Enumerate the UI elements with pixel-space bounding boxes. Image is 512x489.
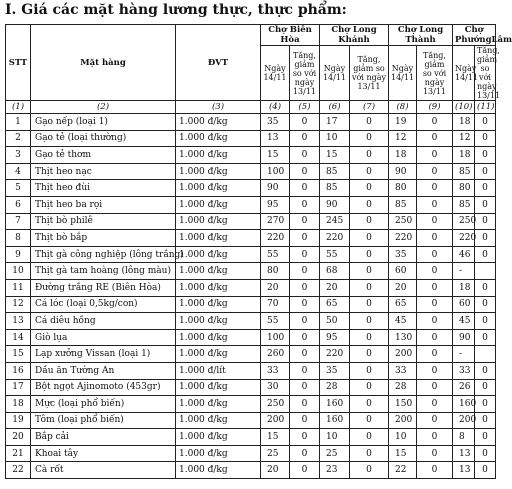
cell-bh: 270: [261, 213, 290, 230]
cell-lt-c: 0: [417, 296, 453, 313]
cell-lt: 200: [389, 346, 417, 363]
cell-item: Cá diêu hồng: [31, 313, 176, 330]
cell-bh-c: 0: [290, 114, 320, 131]
cell-item: Cá lóc (loại 0,5kg/con): [31, 296, 176, 313]
table-row: [6, 147, 496, 164]
cell-bh-c: 0: [290, 263, 320, 280]
column-number: (2): [31, 101, 176, 114]
price-table: [5, 24, 512, 479]
cell-item: Thịt heo đùi: [31, 180, 176, 197]
cell-stt: 5: [6, 180, 31, 197]
cell-stt: 10: [6, 263, 31, 280]
cell-pl: 13: [453, 445, 475, 462]
cell-unit: 1.000 đ/kg: [176, 130, 261, 147]
table-row: [6, 279, 496, 296]
cell-pl: 45: [453, 313, 475, 330]
header-change: Tăng, giảm so với ngày 13/11: [350, 46, 389, 101]
cell-bh-c: 0: [290, 396, 320, 413]
table-row: [6, 230, 496, 247]
cell-bh-c: 0: [290, 362, 320, 379]
cell-bh: 25: [261, 445, 290, 462]
cell-pl-c: [475, 263, 496, 280]
cell-lt: 33: [389, 362, 417, 379]
header-unit: ĐVT: [176, 25, 261, 101]
column-number: (8): [389, 101, 417, 114]
cell-pl-c: 0: [475, 412, 496, 429]
cell-stt: 14: [6, 329, 31, 346]
cell-pl: 85: [453, 196, 475, 213]
header-market-bien-hoa: Chợ Biên Hòa: [261, 25, 320, 46]
cell-pl-c: 0: [475, 196, 496, 213]
cell-lt-c: 0: [417, 445, 453, 462]
cell-pl-c: 0: [475, 296, 496, 313]
cell-bh-c: 0: [290, 130, 320, 147]
cell-unit: 1.000 đ/kg: [176, 246, 261, 263]
cell-bh: 15: [261, 147, 290, 164]
cell-lt-c: 0: [417, 130, 453, 147]
cell-bh-c: 0: [290, 313, 320, 330]
header-market-long-thanh: Chợ Long Thành: [389, 25, 453, 46]
cell-lk-c: 0: [350, 246, 389, 263]
cell-pl: 220: [453, 230, 475, 247]
table-row: [6, 313, 496, 330]
cell-lt: 19: [389, 114, 417, 131]
cell-pl-c: 0: [475, 379, 496, 396]
cell-bh: 35: [261, 114, 290, 131]
table-row: [6, 213, 496, 230]
cell-lk-c: 0: [350, 379, 389, 396]
cell-stt: 15: [6, 346, 31, 363]
cell-lt: 65: [389, 296, 417, 313]
cell-stt: 4: [6, 163, 31, 180]
cell-unit: 1.000 đ/kg: [176, 296, 261, 313]
cell-bh: 90: [261, 180, 290, 197]
table-row: [6, 130, 496, 147]
cell-item: Tôm (loại phổ biến): [31, 412, 176, 429]
table-row: [6, 114, 496, 131]
cell-lk: 85: [320, 180, 350, 197]
cell-pl: 8: [453, 429, 475, 446]
cell-bh: 55: [261, 246, 290, 263]
header-item: Mặt hàng: [31, 25, 176, 101]
cell-pl: 18: [453, 114, 475, 131]
cell-unit: 1.000 đ/kg: [176, 429, 261, 446]
column-number: (9): [417, 101, 453, 114]
cell-bh-c: 0: [290, 163, 320, 180]
cell-bh-c: 0: [290, 412, 320, 429]
cell-pl: 60: [453, 296, 475, 313]
cell-item: Dầu ăn Tường An: [31, 362, 176, 379]
cell-lt: 35: [389, 246, 417, 263]
cell-pl: 18: [453, 279, 475, 296]
cell-stt: 8: [6, 230, 31, 247]
cell-lk-c: 0: [350, 445, 389, 462]
cell-lk-c: 0: [350, 462, 389, 479]
header-market-long-khanh: Chợ Long Khánh: [320, 25, 389, 46]
cell-lk-c: 0: [350, 180, 389, 197]
cell-lt: 22: [389, 462, 417, 479]
cell-lk: 220: [320, 230, 350, 247]
cell-lt: 20: [389, 279, 417, 296]
cell-lt: 130: [389, 329, 417, 346]
cell-pl: 160: [453, 396, 475, 413]
table-row: [6, 379, 496, 396]
cell-lt-c: 0: [417, 329, 453, 346]
cell-lk: 23: [320, 462, 350, 479]
cell-lk-c: 0: [350, 213, 389, 230]
cell-lt-c: 0: [417, 346, 453, 363]
cell-unit: 1.000 đ/kg: [176, 445, 261, 462]
cell-stt: 13: [6, 313, 31, 330]
header-date: Ngày 14/11: [320, 46, 350, 101]
cell-pl-c: 0: [475, 230, 496, 247]
cell-unit: 1.000 đ/kg: [176, 196, 261, 213]
cell-bh-c: 0: [290, 196, 320, 213]
table-row: [6, 296, 496, 313]
cell-lk: 245: [320, 213, 350, 230]
cell-unit: 1.000 đ/kg: [176, 263, 261, 280]
cell-item: Thịt heo nạc: [31, 163, 176, 180]
cell-lt: 18: [389, 147, 417, 164]
cell-lt: 250: [389, 213, 417, 230]
table-row: [6, 329, 496, 346]
cell-stt: 18: [6, 396, 31, 413]
cell-bh: 15: [261, 429, 290, 446]
cell-item: Bắp cải: [31, 429, 176, 446]
cell-pl: 200: [453, 412, 475, 429]
cell-lk-c: 0: [350, 114, 389, 131]
cell-unit: 1.000 đ/kg: [176, 180, 261, 197]
cell-lk: 220: [320, 346, 350, 363]
cell-lk: 25: [320, 445, 350, 462]
column-number: (10): [453, 101, 475, 114]
cell-item: Lạp xưởng Vissan (loại 1): [31, 346, 176, 363]
header-date: Ngày 14/11: [389, 46, 417, 101]
cell-lk-c: 0: [350, 130, 389, 147]
table-row: [6, 396, 496, 413]
cell-pl-c: 0: [475, 329, 496, 346]
cell-stt: 12: [6, 296, 31, 313]
cell-pl: 33: [453, 362, 475, 379]
cell-lt-c: 0: [417, 263, 453, 280]
header-market-phuong-lam: Chợ PhướngLâm: [453, 25, 496, 46]
column-number: (5): [290, 101, 320, 114]
cell-unit: 1.000 đ/kg: [176, 396, 261, 413]
table-row: [6, 445, 496, 462]
cell-lt: 60: [389, 263, 417, 280]
column-number: (11): [475, 101, 496, 114]
cell-pl: 250: [453, 213, 475, 230]
cell-pl-c: 0: [475, 180, 496, 197]
cell-lk-c: 0: [350, 429, 389, 446]
cell-bh: 55: [261, 313, 290, 330]
cell-bh-c: 0: [290, 279, 320, 296]
cell-bh: 20: [261, 462, 290, 479]
cell-pl-c: 0: [475, 130, 496, 147]
cell-item: Mực (loại phổ biến): [31, 396, 176, 413]
cell-lk-c: 0: [350, 230, 389, 247]
table-row: [6, 196, 496, 213]
cell-pl-c: 0: [475, 462, 496, 479]
cell-lt-c: 0: [417, 196, 453, 213]
cell-bh-c: 0: [290, 462, 320, 479]
cell-pl-c: 0: [475, 147, 496, 164]
table-row: [6, 362, 496, 379]
cell-stt: 9: [6, 246, 31, 263]
column-number: (4): [261, 101, 290, 114]
cell-lt: 15: [389, 445, 417, 462]
cell-item: Thịt gà tam hoàng (lông màu): [31, 263, 176, 280]
cell-lk: 10: [320, 130, 350, 147]
cell-bh: 30: [261, 379, 290, 396]
cell-lt-c: 0: [417, 313, 453, 330]
cell-bh: 220: [261, 230, 290, 247]
cell-item: Gạo tẻ (loại thường): [31, 130, 176, 147]
cell-unit: 1.000 đ/kg: [176, 147, 261, 164]
cell-pl: 46: [453, 246, 475, 263]
cell-pl: 90: [453, 329, 475, 346]
header-date: Ngày 14/11: [261, 46, 290, 101]
cell-pl-c: 0: [475, 445, 496, 462]
cell-lt: 220: [389, 230, 417, 247]
cell-unit: 1.000 đ/lít: [176, 362, 261, 379]
cell-lk: 160: [320, 396, 350, 413]
header-change: Tăng, giảm so với ngày 13/11: [475, 46, 496, 101]
cell-item: Cà rốt: [31, 462, 176, 479]
cell-lk-c: 0: [350, 313, 389, 330]
cell-lt: 85: [389, 196, 417, 213]
cell-bh-c: 0: [290, 445, 320, 462]
cell-lk-c: 0: [350, 412, 389, 429]
cell-unit: 1.000 đ/kg: [176, 230, 261, 247]
cell-unit: 1.000 đ/kg: [176, 213, 261, 230]
header-change: Tăng, giảm so với ngày 13/11: [417, 46, 453, 101]
cell-stt: 20: [6, 429, 31, 446]
cell-lk: 17: [320, 114, 350, 131]
cell-lk: 90: [320, 196, 350, 213]
cell-stt: 17: [6, 379, 31, 396]
table-row: [6, 429, 496, 446]
cell-stt: 21: [6, 445, 31, 462]
table-row: [6, 180, 496, 197]
cell-pl: 85: [453, 163, 475, 180]
cell-lt-c: 0: [417, 379, 453, 396]
cell-lt-c: 0: [417, 429, 453, 446]
cell-pl: 80: [453, 180, 475, 197]
cell-unit: 1.000 đ/kg: [176, 163, 261, 180]
cell-lk-c: 0: [350, 147, 389, 164]
cell-item: Đường trắng RE (Biên Hòa): [31, 279, 176, 296]
cell-lt: 90: [389, 163, 417, 180]
cell-lk-c: 0: [350, 346, 389, 363]
cell-stt: 16: [6, 362, 31, 379]
cell-stt: 19: [6, 412, 31, 429]
cell-bh: 70: [261, 296, 290, 313]
column-number: (6): [320, 101, 350, 114]
cell-item: Bột ngọt Ajinomoto (453gr): [31, 379, 176, 396]
cell-unit: 1.000 đ/kg: [176, 313, 261, 330]
cell-lk: 55: [320, 246, 350, 263]
cell-pl-c: 0: [475, 279, 496, 296]
cell-lt-c: 0: [417, 147, 453, 164]
column-number: (1): [6, 101, 31, 114]
cell-bh: 95: [261, 196, 290, 213]
cell-bh-c: 0: [290, 180, 320, 197]
cell-unit: 1.000 đ/kg: [176, 114, 261, 131]
cell-bh: 20: [261, 279, 290, 296]
cell-lt: 45: [389, 313, 417, 330]
cell-stt: 11: [6, 279, 31, 296]
cell-lt-c: 0: [417, 114, 453, 131]
page-title: I. Giá các mặt hàng lương thực, thực phẩm:: [5, 2, 347, 18]
cell-unit: 1.000 đ/kg: [176, 329, 261, 346]
column-number: (7): [350, 101, 389, 114]
header-stt: STT: [6, 25, 31, 101]
cell-lt: 150: [389, 396, 417, 413]
cell-item: Gạo tẻ thơm: [31, 147, 176, 164]
cell-pl-c: 0: [475, 362, 496, 379]
table-row: [6, 263, 496, 280]
cell-stt: 7: [6, 213, 31, 230]
cell-unit: 1.000 đ/kg: [176, 346, 261, 363]
table-row: [6, 163, 496, 180]
cell-stt: 6: [6, 196, 31, 213]
cell-lk: 160: [320, 412, 350, 429]
cell-lt-c: 0: [417, 396, 453, 413]
cell-pl: -: [453, 263, 475, 280]
cell-bh-c: 0: [290, 147, 320, 164]
cell-lk-c: 0: [350, 329, 389, 346]
cell-lk-c: 0: [350, 279, 389, 296]
cell-item: Gạo nếp (loại 1): [31, 114, 176, 131]
cell-bh: 250: [261, 396, 290, 413]
cell-item: Thịt heo ba rọi: [31, 196, 176, 213]
cell-item: Khoai tây: [31, 445, 176, 462]
cell-item: Thịt bò philê: [31, 213, 176, 230]
cell-bh: 13: [261, 130, 290, 147]
cell-unit: 1.000 đ/kg: [176, 279, 261, 296]
cell-pl-c: 0: [475, 246, 496, 263]
cell-lt-c: 0: [417, 163, 453, 180]
cell-pl-c: 0: [475, 114, 496, 131]
cell-lt-c: 0: [417, 462, 453, 479]
cell-pl: 13: [453, 462, 475, 479]
cell-bh-c: 0: [290, 230, 320, 247]
table-row: [6, 462, 496, 479]
cell-bh: 260: [261, 346, 290, 363]
cell-bh-c: 0: [290, 429, 320, 446]
cell-lk: 10: [320, 429, 350, 446]
cell-lk: 35: [320, 362, 350, 379]
table-row: [6, 346, 496, 363]
cell-stt: 22: [6, 462, 31, 479]
cell-lt: 28: [389, 379, 417, 396]
cell-lt-c: 0: [417, 246, 453, 263]
cell-lt-c: 0: [417, 180, 453, 197]
cell-item: Thịt gà công nghiệp (lông trắng): [31, 246, 176, 263]
column-number: (3): [176, 101, 261, 114]
cell-lk-c: 0: [350, 296, 389, 313]
cell-bh: 200: [261, 412, 290, 429]
cell-bh: 33: [261, 362, 290, 379]
table-row: [6, 412, 496, 429]
cell-pl-c: 0: [475, 396, 496, 413]
table-row: [6, 246, 496, 263]
cell-item: Thịt bò bắp: [31, 230, 176, 247]
cell-pl: 12: [453, 130, 475, 147]
cell-bh-c: 0: [290, 213, 320, 230]
cell-bh: 100: [261, 329, 290, 346]
cell-lk: 65: [320, 296, 350, 313]
cell-pl: 26: [453, 379, 475, 396]
cell-pl-c: 0: [475, 213, 496, 230]
cell-lk-c: 0: [350, 163, 389, 180]
cell-stt: 3: [6, 147, 31, 164]
cell-pl-c: [475, 346, 496, 363]
cell-stt: 1: [6, 114, 31, 131]
cell-lt-c: 0: [417, 362, 453, 379]
cell-lk: 20: [320, 279, 350, 296]
cell-lt-c: 0: [417, 279, 453, 296]
cell-lt: 10: [389, 429, 417, 446]
cell-bh-c: 0: [290, 329, 320, 346]
cell-lt-c: 0: [417, 213, 453, 230]
cell-lk-c: 0: [350, 396, 389, 413]
cell-lk: 85: [320, 163, 350, 180]
cell-lt-c: 0: [417, 230, 453, 247]
cell-lt: 80: [389, 180, 417, 197]
cell-lk: 15: [320, 147, 350, 164]
cell-lt-c: 0: [417, 412, 453, 429]
cell-bh-c: 0: [290, 296, 320, 313]
cell-pl: 18: [453, 147, 475, 164]
header-change: Tăng, giảm so với ngày 13/11: [290, 46, 320, 101]
cell-bh-c: 0: [290, 346, 320, 363]
header-date: Ngày 14/11: [453, 46, 475, 101]
cell-lk: 50: [320, 313, 350, 330]
cell-lk-c: 0: [350, 362, 389, 379]
cell-unit: 1.000 đ/kg: [176, 379, 261, 396]
cell-unit: 1.000 đ/kg: [176, 412, 261, 429]
cell-bh: 80: [261, 263, 290, 280]
cell-pl: -: [453, 346, 475, 363]
cell-bh: 100: [261, 163, 290, 180]
cell-pl-c: 0: [475, 163, 496, 180]
cell-pl-c: 0: [475, 429, 496, 446]
cell-stt: 2: [6, 130, 31, 147]
cell-bh-c: 0: [290, 379, 320, 396]
cell-pl-c: 0: [475, 313, 496, 330]
cell-unit: 1.000 đ/kg: [176, 462, 261, 479]
cell-lk-c: 0: [350, 196, 389, 213]
cell-lk-c: 0: [350, 263, 389, 280]
cell-lk: 68: [320, 263, 350, 280]
cell-lt: 12: [389, 130, 417, 147]
cell-lk: 28: [320, 379, 350, 396]
cell-lt: 200: [389, 412, 417, 429]
cell-lk: 95: [320, 329, 350, 346]
cell-item: Giò lụa: [31, 329, 176, 346]
cell-bh-c: 0: [290, 246, 320, 263]
